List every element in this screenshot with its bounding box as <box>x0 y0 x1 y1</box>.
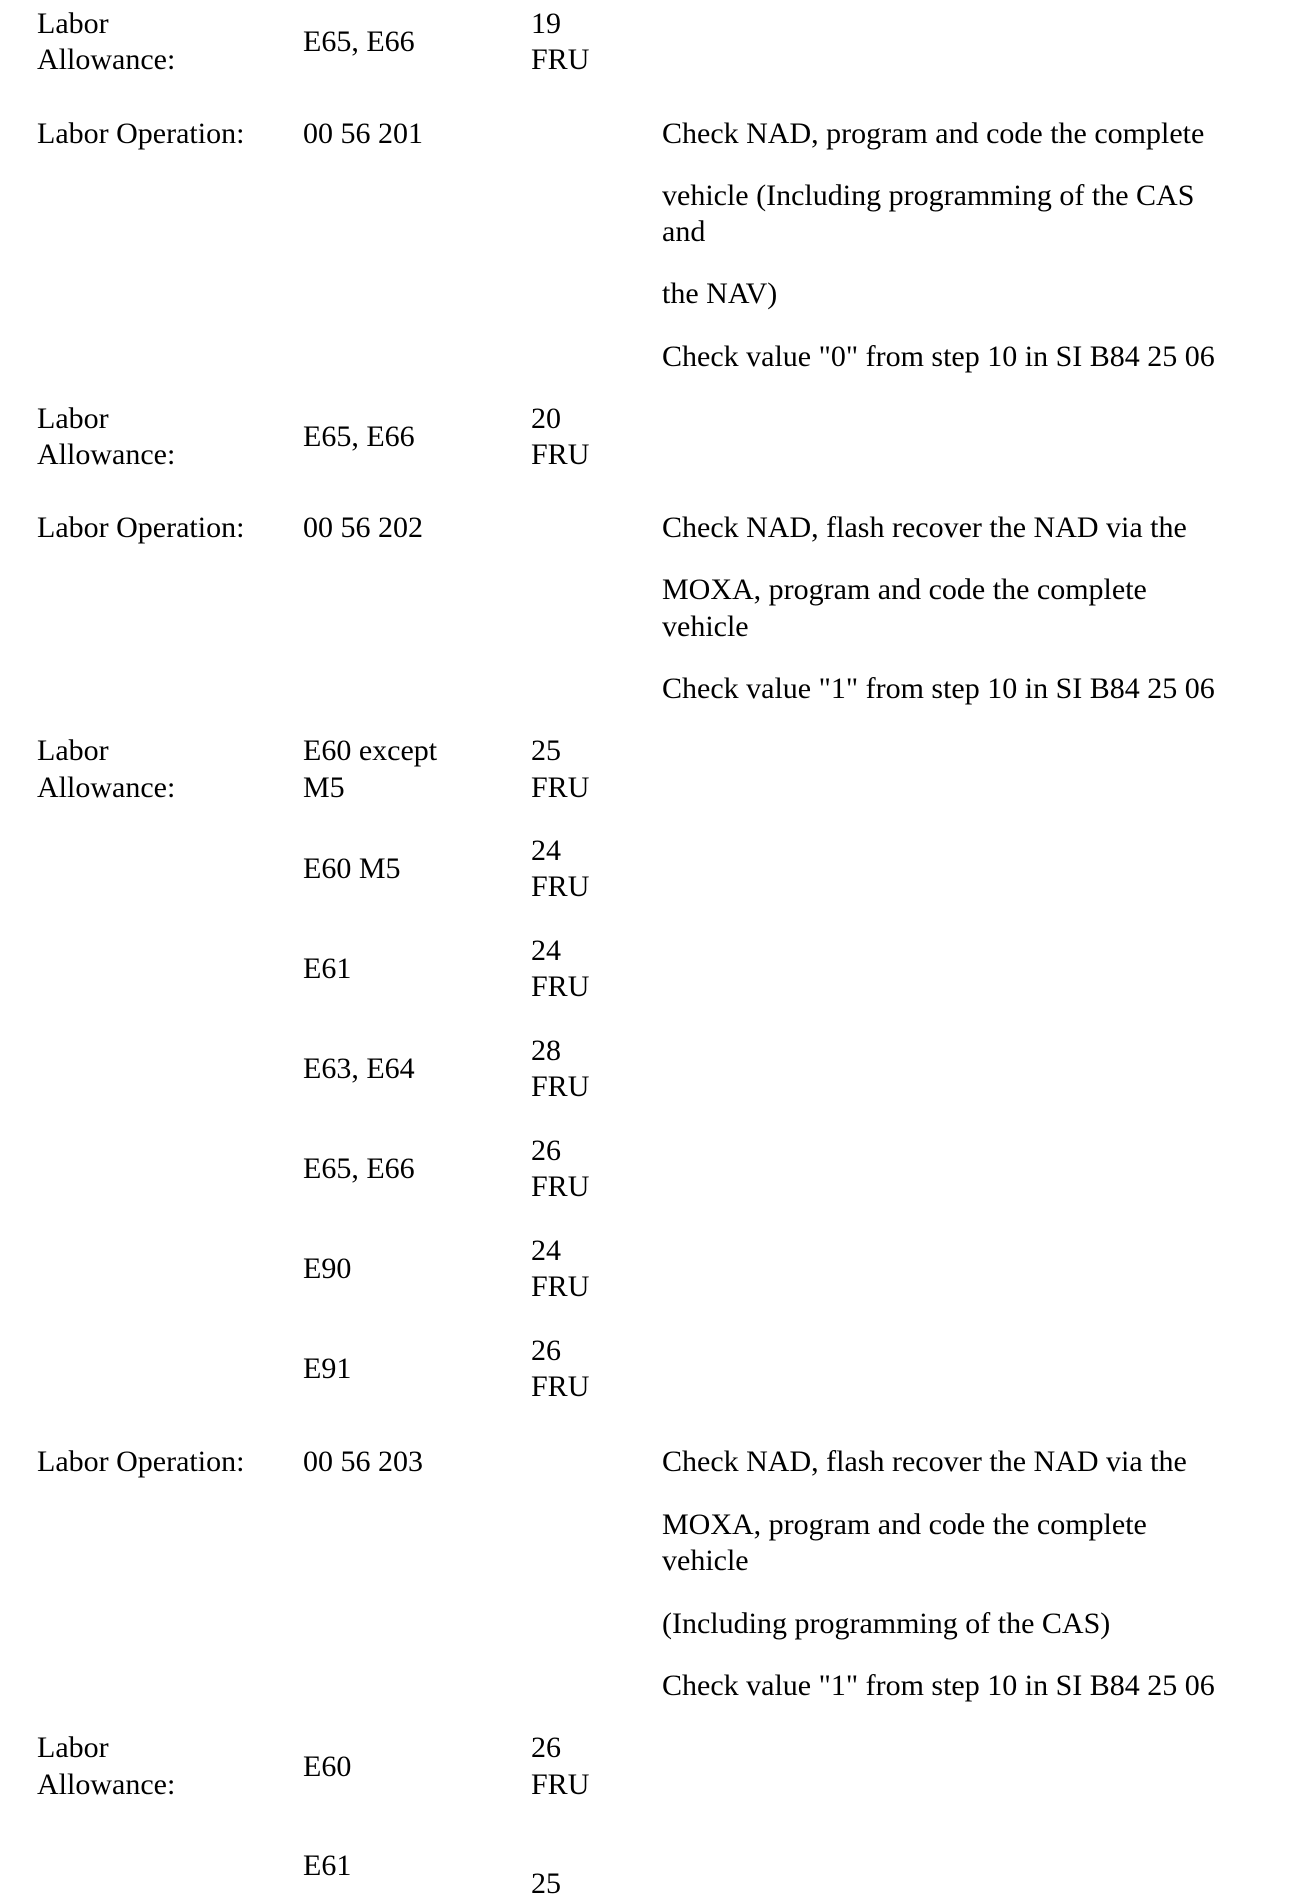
vehicle-model: E60 except <box>303 734 438 767</box>
operation-description-line: Check NAD, program and code the complete <box>662 117 1205 150</box>
labor-operation-label: Labor Operation: <box>37 1445 245 1478</box>
operation-description-line: (Including programming of the CAS) <box>662 1607 1111 1640</box>
operation-description-line: MOXA, program and code the complete <box>662 1508 1147 1541</box>
operation-description-line: and <box>662 215 706 248</box>
fru-unit: FRU <box>531 1170 590 1203</box>
labor-allowance-label: Labor <box>37 734 109 767</box>
labor-operation-label: Labor Operation: <box>37 511 245 544</box>
fru-value: 28 <box>531 1034 561 1067</box>
vehicle-model: E61 <box>303 1849 352 1882</box>
operation-description-line: vehicle (Including programming of the CAS <box>662 179 1195 212</box>
fru-value: 26 <box>531 1334 561 1367</box>
fru-value: 24 <box>531 1234 561 1267</box>
fru-unit: FRU <box>531 1270 590 1303</box>
operation-description-line: the NAV) <box>662 277 778 310</box>
operation-code: 00 56 202 <box>303 511 423 544</box>
fru-unit: FRU <box>531 970 590 1003</box>
operation-description-line: MOXA, program and code the complete <box>662 573 1147 606</box>
fru-unit: FRU <box>531 870 590 903</box>
operation-description-line: Check value "1" from step 10 in SI B84 25 06 <box>662 1669 1215 1702</box>
fru-unit: FRU <box>531 1768 590 1801</box>
fru-value: 26 <box>531 1731 561 1764</box>
fru-value: 25 <box>531 734 561 767</box>
vehicle-model: E90 <box>303 1252 352 1285</box>
labor-allowance-label: Labor <box>37 402 109 435</box>
fru-value: 24 <box>531 934 561 967</box>
vehicle-model: E63, E64 <box>303 1052 415 1085</box>
fru-unit: FRU <box>531 771 590 804</box>
operation-description-line: vehicle <box>662 1544 749 1577</box>
operation-description-line: Check value "1" from step 10 in SI B84 25 06 <box>662 672 1215 705</box>
vehicle-model: M5 <box>303 771 345 804</box>
fru-value: 26 <box>531 1134 561 1167</box>
operation-description-line: Check value "0" from step 10 in SI B84 25 06 <box>662 340 1215 373</box>
fru-unit: FRU <box>531 1070 590 1103</box>
vehicle-model: E60 <box>303 1750 352 1783</box>
vehicle-model: E65, E66 <box>303 1152 415 1185</box>
vehicle-model: E65, E66 <box>303 25 415 58</box>
fru-value: 19 <box>531 7 561 40</box>
operation-code: 00 56 203 <box>303 1445 423 1478</box>
vehicle-model: E61 <box>303 952 352 985</box>
labor-allowance-label: Allowance: <box>37 771 176 804</box>
fru-value: 25 <box>531 1867 561 1900</box>
operation-description-line: Check NAD, flash recover the NAD via the <box>662 511 1187 544</box>
labor-allowance-label: Allowance: <box>37 438 176 471</box>
labor-allowance-label: Allowance: <box>37 1768 176 1801</box>
vehicle-model: E60 M5 <box>303 852 401 885</box>
fru-unit: FRU <box>531 1370 590 1403</box>
operation-description-line: Check NAD, flash recover the NAD via the <box>662 1445 1187 1478</box>
labor-allowance-label: Labor <box>37 7 109 40</box>
labor-allowance-label: Labor <box>37 1731 109 1764</box>
fru-value: 24 <box>531 834 561 867</box>
vehicle-model: E91 <box>303 1352 352 1385</box>
operation-code: 00 56 201 <box>303 117 423 150</box>
fru-unit: FRU <box>531 43 590 76</box>
labor-allowance-label: Allowance: <box>37 43 176 76</box>
operation-description-line: vehicle <box>662 610 749 643</box>
vehicle-model: E65, E66 <box>303 420 415 453</box>
labor-operation-label: Labor Operation: <box>37 117 245 150</box>
fru-unit: FRU <box>531 438 590 471</box>
fru-value: 20 <box>531 402 561 435</box>
